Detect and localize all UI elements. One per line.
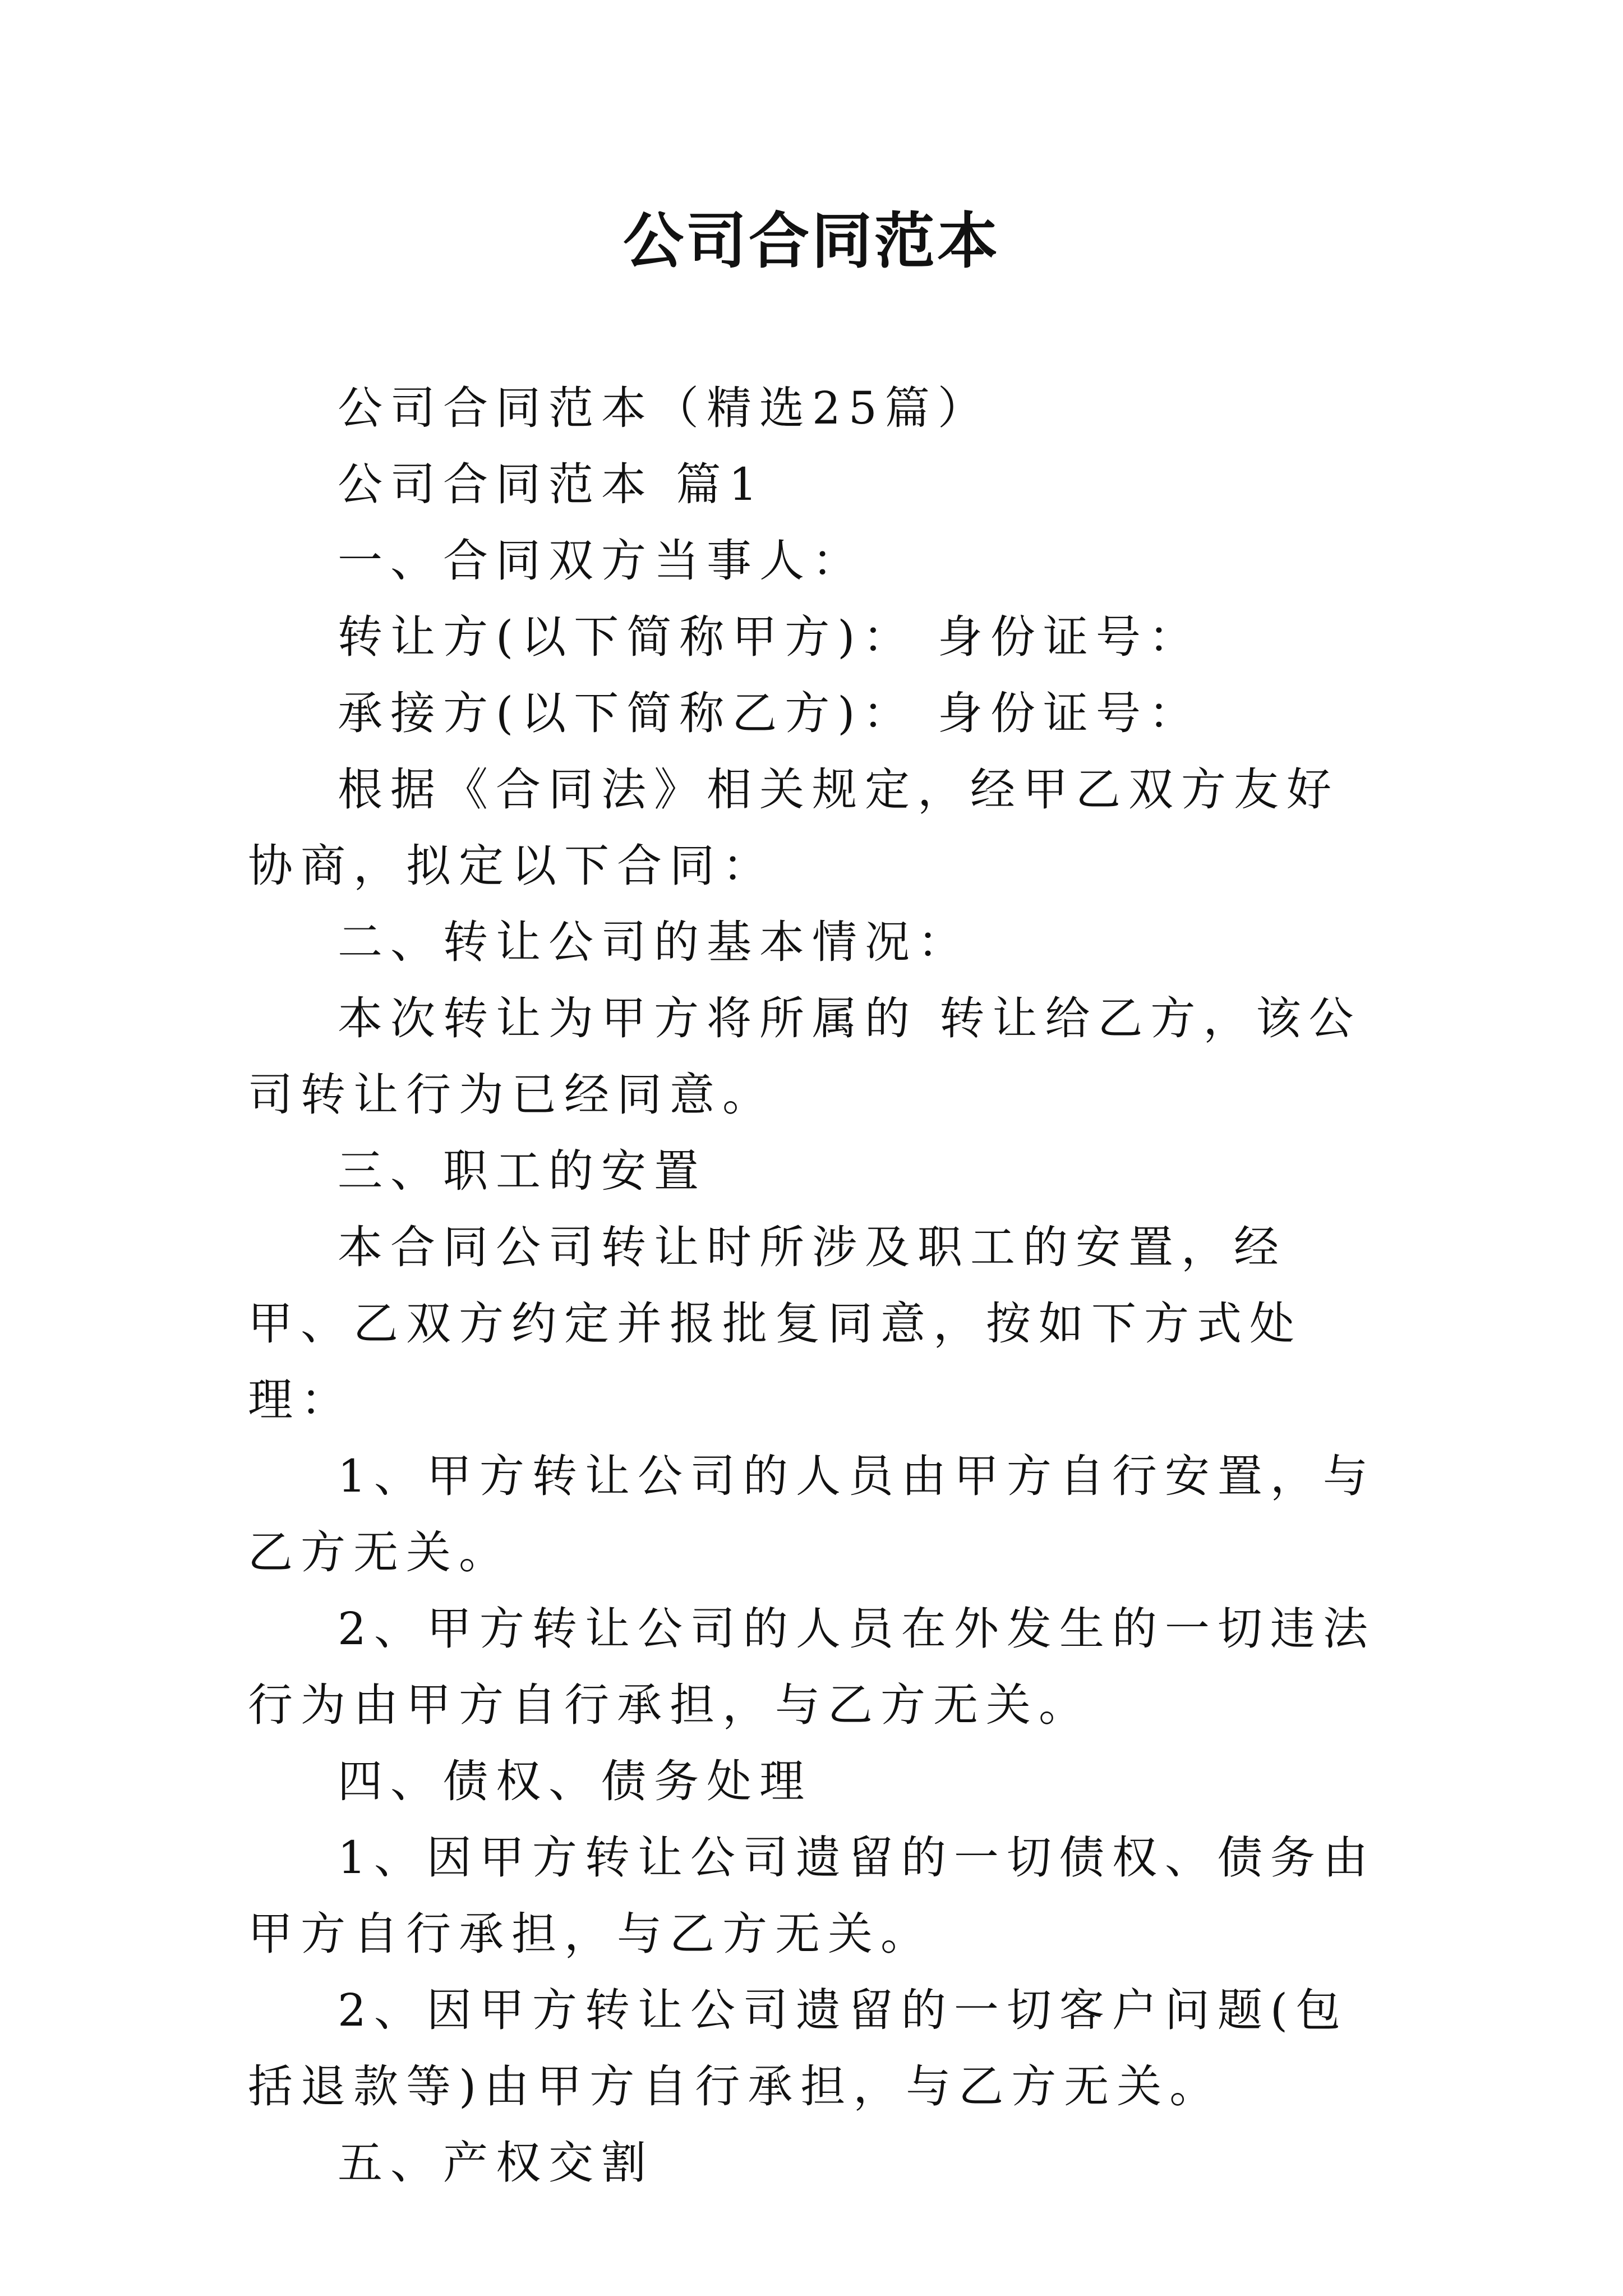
paragraph-basis: 根据《合同法》相关规定，经甲乙双方友好协商，拟定以下合同： (248, 763, 1339, 892)
paragraph-staff-item-1: 1、甲方转让公司的人员由甲方自行安置，与乙方无关。 (248, 1450, 1376, 1579)
paragraph-heading-staff: 三、职工的安置 (338, 1145, 707, 1197)
paragraph-heading-debts: 四、债权、债务处理 (338, 1755, 812, 1807)
paragraph-staff-desc: 本合同公司转让时所涉及职工的安置，经甲、乙双方约定并报批复同意，按如下方式处理： (248, 1221, 1302, 1426)
paragraph-debts-item-2: 2、因甲方转让公司遗留的一切客户问题(包括退款等)由甲方自行承担，与乙方无关。 (248, 1984, 1349, 2113)
paragraph-heading-parties: 一、合同双方当事人： (338, 535, 865, 587)
paragraph-section-heading: 公司合同范本 篇1 (338, 458, 766, 510)
paragraph-staff-item-2: 2、甲方转让公司的人员在外发生的一切违法行为由甲方自行承担，与乙方无关。 (248, 1603, 1376, 1731)
document-title: 公司合同范本 (623, 206, 1000, 277)
paragraph-subtitle: 公司合同范本（精选25篇） (338, 382, 990, 434)
paragraph-heading-property: 五、产权交割 (338, 2137, 654, 2189)
paragraph-debts-item-1: 1、因甲方转让公司遗留的一切债权、债务由甲方自行承担，与乙方无关。 (248, 1832, 1376, 1960)
paragraph-transferor: 转让方(以下简称甲方)： 身份证号： (338, 611, 1201, 663)
paragraph-heading-company: 二、转让公司的基本情况： (338, 916, 970, 968)
document-body (248, 370, 1386, 2201)
paragraph-transferee: 承接方(以下简称乙方)： 身份证号： (338, 687, 1201, 739)
paragraph-transfer-desc: 本次转让为甲方将所属的 转让给乙方，该公司转让行为已经同意。 (248, 992, 1362, 1121)
